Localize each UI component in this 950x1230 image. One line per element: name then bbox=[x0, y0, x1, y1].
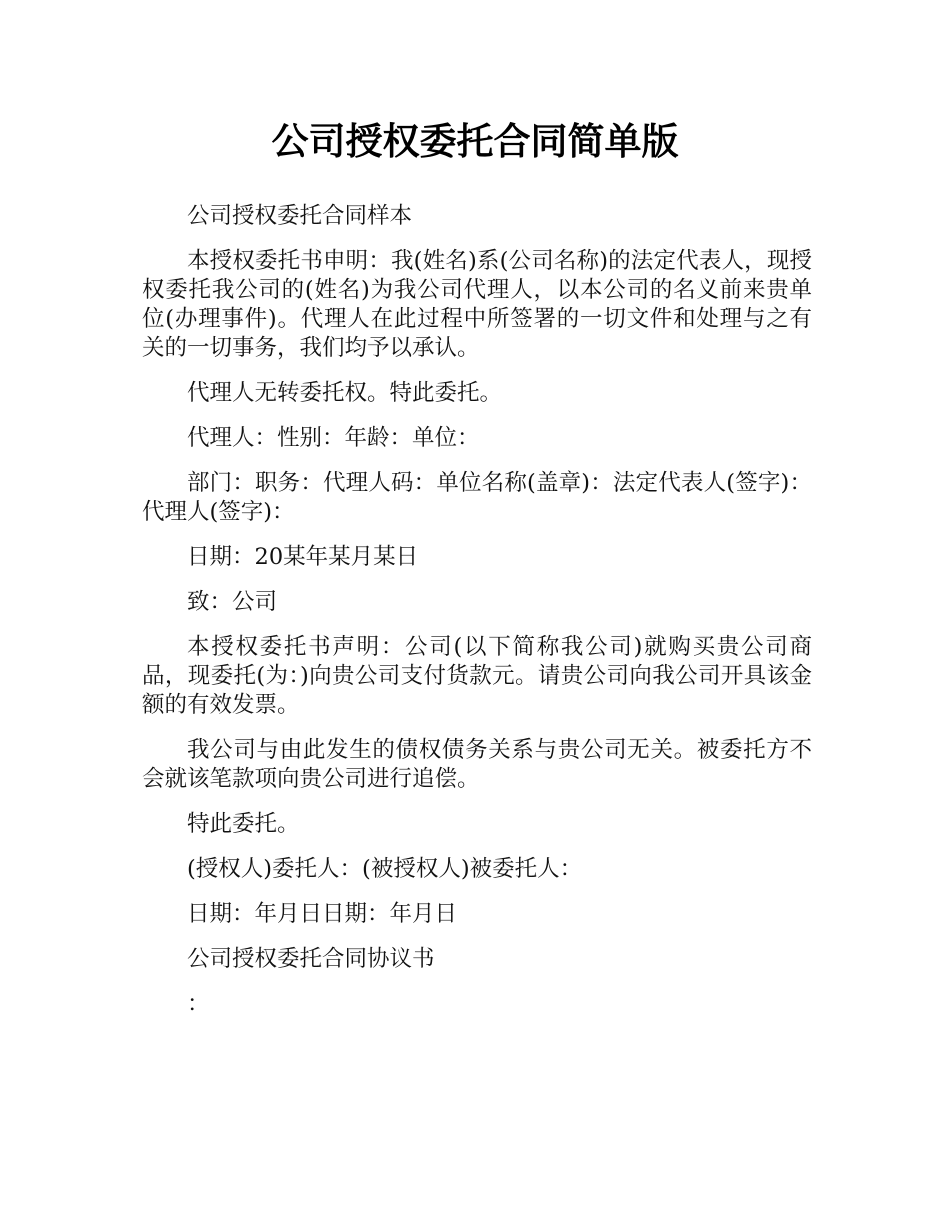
paragraph-dates: 日期：年月日日期：年月日 bbox=[187, 901, 458, 927]
paragraph-parties: (授权人)委托人：(被授权人)被委托人： bbox=[187, 856, 583, 882]
paragraph-recipient: 致：公司 bbox=[187, 589, 278, 615]
paragraph-no-subdelegation: 代理人无转委托权。特此委托。 bbox=[187, 380, 503, 406]
paragraph-liability: 我公司与由此发生的债权债务关系与贵公司无关。被委托方不会就该笔款项向贵公司进行追偿。 bbox=[142, 737, 812, 792]
paragraph-colon: ： bbox=[187, 991, 210, 1017]
paragraph-sample-heading: 公司授权委托合同样本 bbox=[187, 203, 413, 229]
paragraph-agent-info: 代理人：性别：年龄：单位： bbox=[187, 425, 480, 451]
paragraph-agreement-heading: 公司授权委托合同协议书 bbox=[187, 946, 435, 972]
document-body bbox=[142, 202, 812, 1035]
paragraph-declaration: 本授权委托书申明：我(姓名)系(公司名称)的法定代表人，现授权委托我公司的(姓名)为我公司代理人，以本公司的名义前来贵单位(办理事件)。代理人在此过程中所签署的一切文件和处理与之有关的一切事务，我们均予以承认。 bbox=[142, 248, 812, 361]
paragraph-hereby: 特此委托。 bbox=[187, 811, 300, 837]
document-title: 公司授权委托合同简单版 bbox=[271, 120, 679, 163]
paragraph-payment-statement: 本授权委托书声明：公司(以下简称我公司)就购买贵公司商品，现委托(为：)向贵公司支付货款元。请贵公司向我公司开具该金额的有效发票。 bbox=[142, 634, 812, 718]
paragraph-date: 日期：20某年某月某日 bbox=[187, 544, 419, 570]
paragraph-department-signatures: 部门：职务：代理人码：单位名称(盖章)：法定代表人(签字)：代理人(签字)： bbox=[142, 470, 812, 525]
